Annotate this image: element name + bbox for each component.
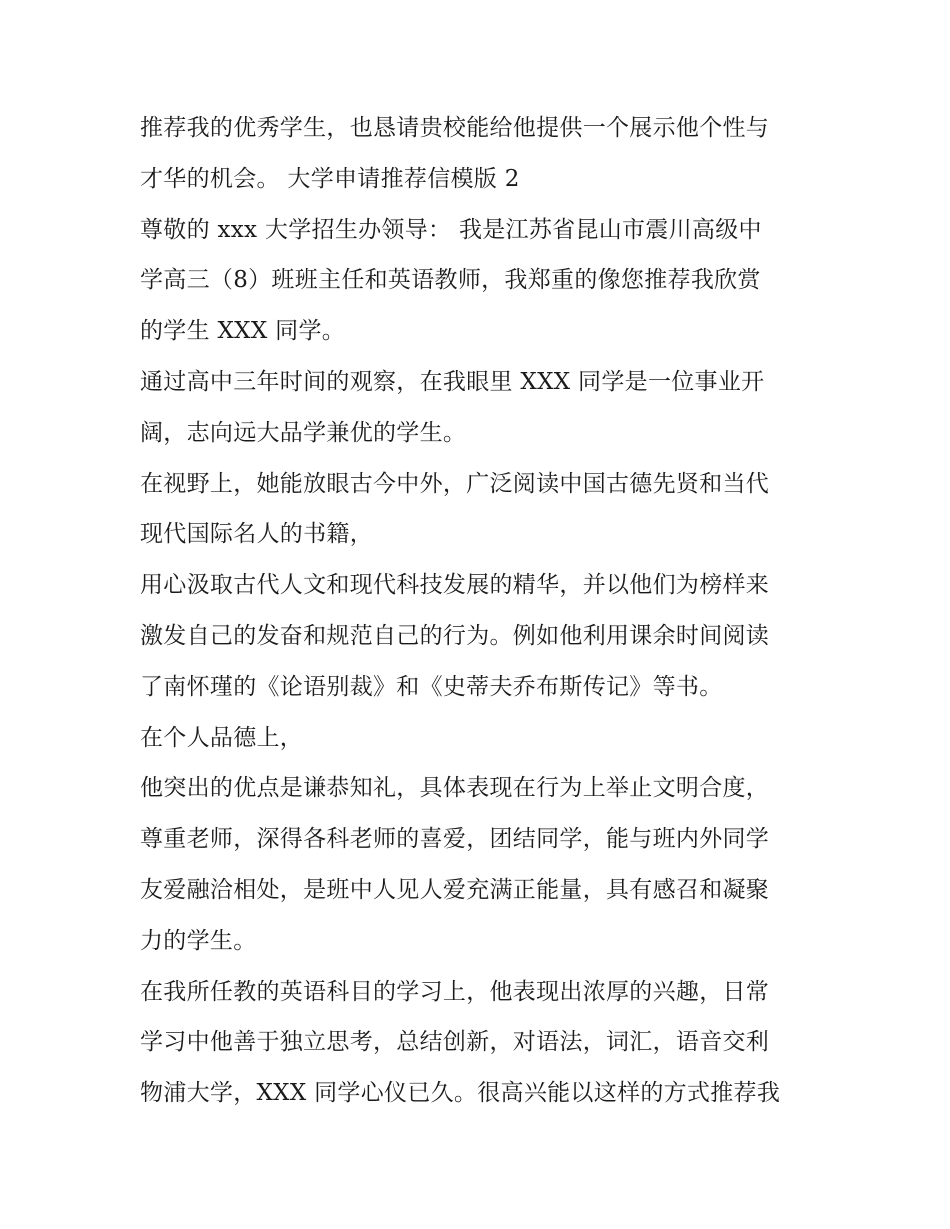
text-line: 的学生 XXX 同学。: [140, 318, 346, 345]
text-line: 尊重老师，深得各科老师的喜爱，团结同学，能与班内外同学: [140, 826, 770, 853]
text-line: 学习中他善于独立思考，总结创新，对语法，词汇，语音交利: [140, 1029, 770, 1056]
text-line: 现代国际名人的书籍，: [140, 521, 373, 548]
text-line: 阔，志向远大品学兼优的学生。: [140, 419, 467, 446]
text-line: 友爱融洽相处，是班中人见人爱充满正能量，具有感召和凝聚: [140, 876, 770, 903]
text-line: 通过高中三年时间的观察，在我眼里 XXX 同学是一位事业开: [140, 368, 765, 395]
text-line: 在视野上，她能放眼古今中外，广泛阅读中国古德先贤和当代: [140, 470, 770, 497]
text-line: 推荐我的优秀学生，也恳请贵校能给他提供一个展示他个性与: [140, 115, 770, 141]
text-line: 尊敬的 xxx 大学招生办领导： 我是江苏省昆山市震川高级中: [140, 216, 762, 243]
letter-body: [140, 103, 820, 1119]
text-line: 力的学生。: [140, 927, 257, 954]
text-line: 用心汲取古代人文和现代科技发展的精华，并以他们为榜样来: [140, 572, 770, 599]
text-line: 在个人品德上，: [140, 724, 304, 751]
text-line: 在我所任教的英语科目的学习上，他表现出浓厚的兴趣，日常: [140, 978, 770, 1005]
text-line: 了南怀瑾的《论语别裁》和《史蒂夫乔布斯传记》等书。: [140, 673, 723, 700]
text-line: 才华的机会。 大学申请推荐信模版 2: [140, 165, 520, 192]
text-line: 他突出的优点是谦恭知礼，具体表现在行为上举止文明合度，: [140, 775, 770, 802]
text-line: 学高三（8）班班主任和英语教师，我郑重的像您推荐我欣赏: [140, 267, 761, 294]
text-line: 激发自己的发奋和规范自己的行为。例如他利用课余时间阅读: [140, 622, 770, 649]
text-line: 物浦大学，XXX 同学心仪已久。很高兴能以这样的方式推荐我: [140, 1080, 781, 1107]
